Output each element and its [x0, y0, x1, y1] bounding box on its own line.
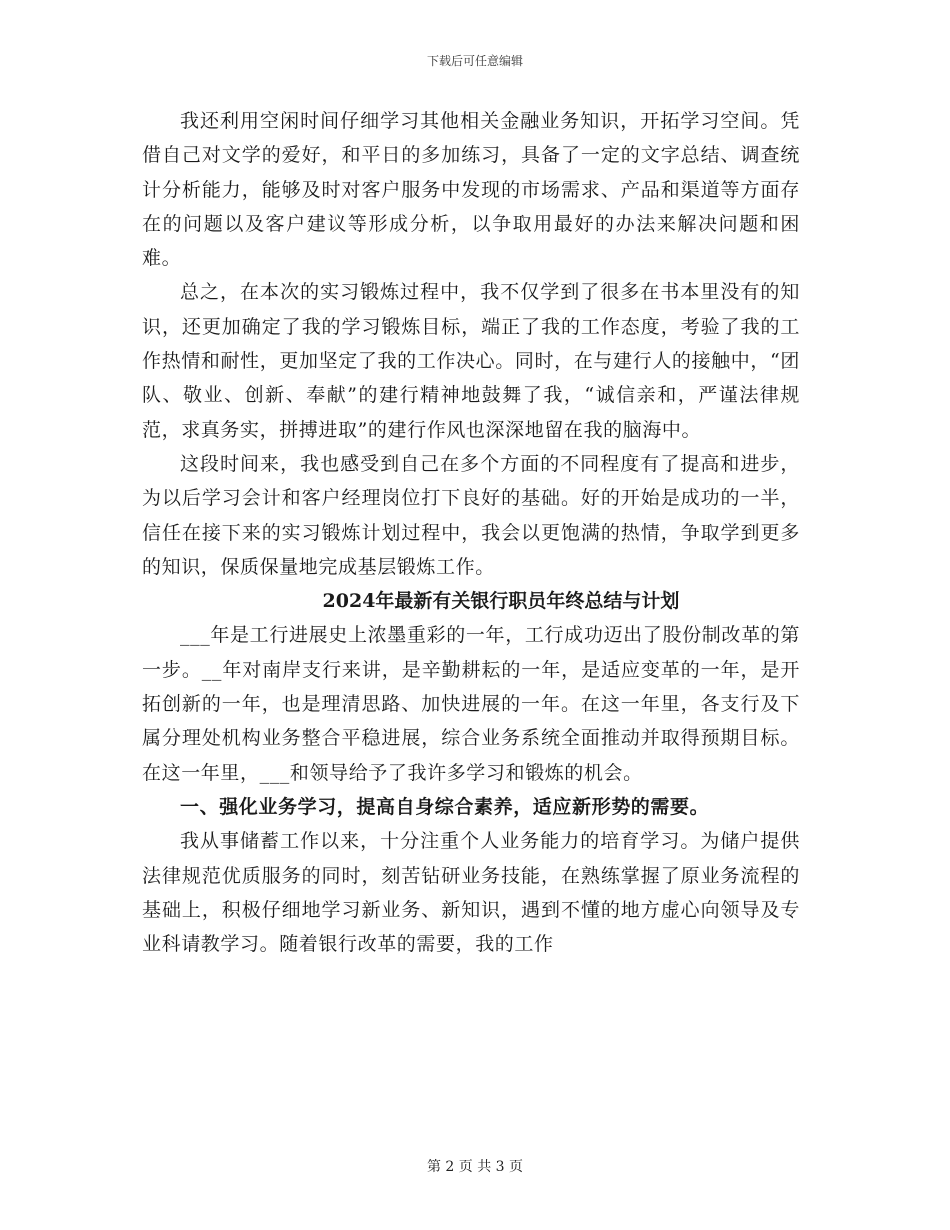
paragraph-business-study: 我从事储蓄工作以来，十分注重个人业务能力的培育学习。为储户提供法律规范优质服务的同时，刻苦钻研业务技能，在熟练掌握了原业务流程的基础上，积极仔细地学习新业务、新知识，遇到不懂的地方虚心向领导及专业科请教学习。随着银行改革的需要，我的工作 [142, 830, 800, 956]
paragraph-year-review: ___年是工行进展史上浓墨重彩的一年，工行成功迈出了股份制改革的第一步。__年对南岸支行来讲，是辛勤耕耘的一年，是适应变革的一年，是开拓创新的一年，也是理清思路、加快进展的一年。在这一年里，各支行及下属分理处机构业务整合平稳进展，综合业务系统全面推动并取得预期目标。在这一年里，___和领导给予了我许多学习和锻炼的机会。 [142, 624, 800, 784]
page-footer: 第 2 页 共 3 页 [426, 1159, 524, 1175]
page-header: 下载后可任意编辑 [426, 54, 523, 68]
document-title: 2024年最新有关银行职员年终总结与计划 [322, 590, 680, 613]
paragraph-progress: 这段时间来，我也感受到自己在多个方面的不同程度有了提高和进步，为以后学习会计和客户经理岗位打下良好的基础。好的开始是成功的一半，信任在接下来的实习锻炼计划过程中，我会以更饱满的热情，争取学到更多的知识，保质保量地完成基层锻炼工作。 [142, 452, 800, 578]
document-body [142, 104, 800, 961]
section-heading: 一、强化业务学习，提高自身综合素养，适应新形势的需要。 [180, 795, 710, 818]
paragraph-summary: 总之，在本次的实习锻炼过程中，我不仅学到了很多在书本里没有的知识，还更加确定了我的学习锻炼目标，端正了我的工作态度，考验了我的工作热情和耐性，更加坚定了我的工作决心。同时，在与建行人的接触中，“团队、敬业、创新、奉献”的建行精神地鼓舞了我，“诚信亲和，严谨法律规范，求真务实，拼搏进取”的建行作风也深深地留在我的脑海中。 [142, 281, 800, 441]
paragraph-self-study: 我还利用空闲时间仔细学习其他相关金融业务知识，开拓学习空间。凭借自己对文学的爱好，和平日的多加练习，具备了一定的文字总结、调查统计分析能力，能够及时对客户服务中发现的市场需求、产品和渠道等方面存在的问题以及客户建议等形成分析，以争取用最好的办法来解决问题和困难。 [142, 110, 800, 270]
